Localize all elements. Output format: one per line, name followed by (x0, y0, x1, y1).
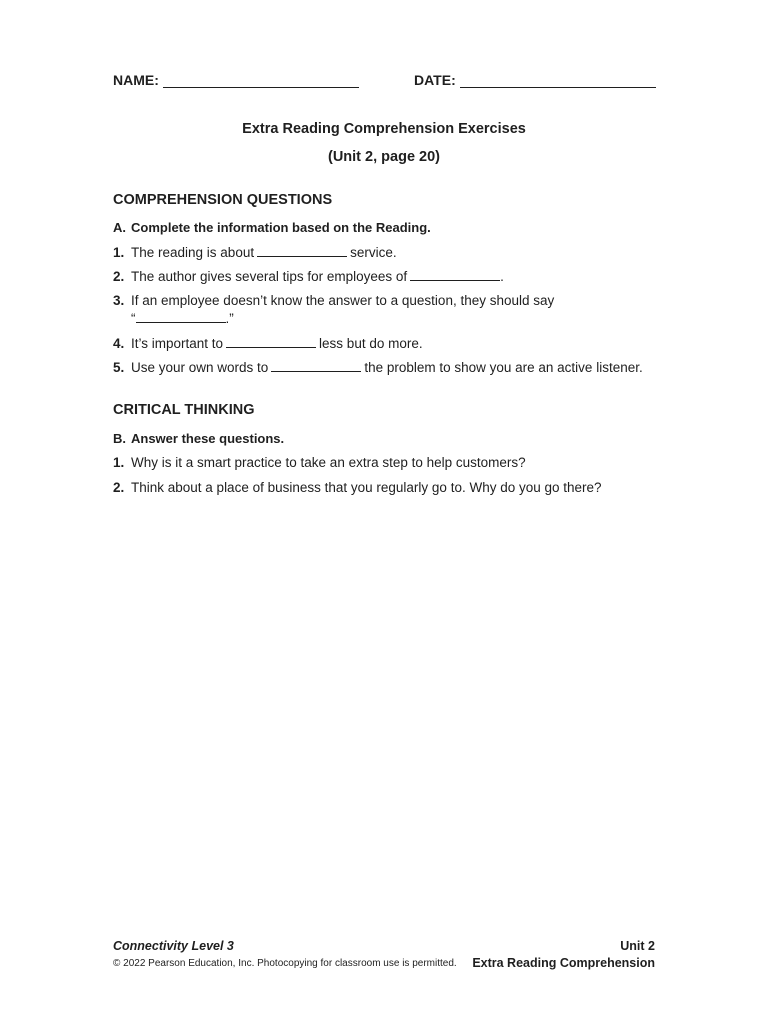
footer-book-title: Connectivity Level 3 (113, 939, 234, 953)
item-number: 2. (113, 480, 125, 495)
item-text-after: service. (350, 245, 397, 260)
worksheet-page (113, 0, 655, 1024)
comprehension-instruction (113, 220, 431, 235)
critical-item-2 (113, 479, 661, 497)
critical-heading: CRITICAL THINKING (113, 402, 255, 418)
item-text (131, 335, 661, 353)
instruction-text: Answer these questions. (131, 431, 285, 446)
critical-instruction (113, 431, 284, 446)
item-number: 2. (113, 269, 125, 284)
comprehension-item-4 (113, 335, 661, 353)
page-subtitle: (Unit 2, page 20) (328, 149, 440, 165)
comprehension-item-5 (113, 359, 661, 377)
item-text-before: Use your own words to (131, 360, 269, 375)
footer-copyright: © 2022 Pearson Education, Inc. Photocopying for classroom use is permitted. (113, 958, 457, 969)
item-text-after: the problem to show you are an active listener. (364, 360, 643, 375)
header-row (113, 72, 655, 92)
date-blank-line[interactable] (460, 72, 656, 88)
comprehension-heading: COMPREHENSION QUESTIONS (113, 192, 333, 208)
name-blank-line[interactable] (163, 72, 359, 88)
item-text-before: It’s important to (131, 336, 224, 351)
answer-blank[interactable] (257, 244, 347, 257)
item-text-before: The author gives several tips for employees of (131, 269, 408, 284)
item-number: 4. (113, 336, 125, 351)
answer-blank[interactable] (410, 268, 500, 281)
critical-item-1 (113, 454, 661, 472)
footer-unit: Unit 2 (620, 939, 655, 953)
item-number: 1. (113, 455, 125, 470)
name-field (113, 72, 359, 88)
comprehension-item-3 (113, 292, 661, 328)
date-label: DATE: (414, 72, 456, 88)
close-quote: .” (225, 311, 234, 326)
item-text (131, 268, 661, 286)
instruction-text: Complete the information based on the Reading. (131, 220, 431, 235)
instruction-letter: B. (113, 431, 126, 446)
comprehension-item-1 (113, 244, 661, 262)
answer-blank[interactable] (226, 335, 316, 348)
item-number: 3. (113, 293, 125, 308)
item-text-before: The reading is about (131, 245, 255, 260)
name-label: NAME: (113, 72, 159, 88)
item-text-after: less but do more. (319, 336, 423, 351)
instruction-letter: A. (113, 220, 126, 235)
item-number: 5. (113, 360, 125, 375)
item-number: 1. (113, 245, 125, 260)
page-title: Extra Reading Comprehension Exercises (242, 121, 526, 137)
date-field (414, 72, 656, 88)
item-text: Think about a place of business that you regularly go to. Why do you go there? (131, 480, 602, 495)
item-text-after: . (500, 269, 504, 284)
comprehension-item-2 (113, 268, 661, 286)
item-text (131, 244, 661, 262)
footer-section: Extra Reading Comprehension (472, 956, 655, 970)
item-text-line1: If an employee doesn’t know the answer to a question, they should say (131, 293, 555, 308)
item-text: Why is it a smart practice to take an extra step to help customers? (131, 455, 526, 470)
item-text (131, 292, 661, 328)
answer-blank[interactable] (271, 359, 361, 372)
open-quote: “ (131, 311, 136, 326)
item-text (131, 359, 661, 377)
answer-blank[interactable] (136, 310, 226, 323)
